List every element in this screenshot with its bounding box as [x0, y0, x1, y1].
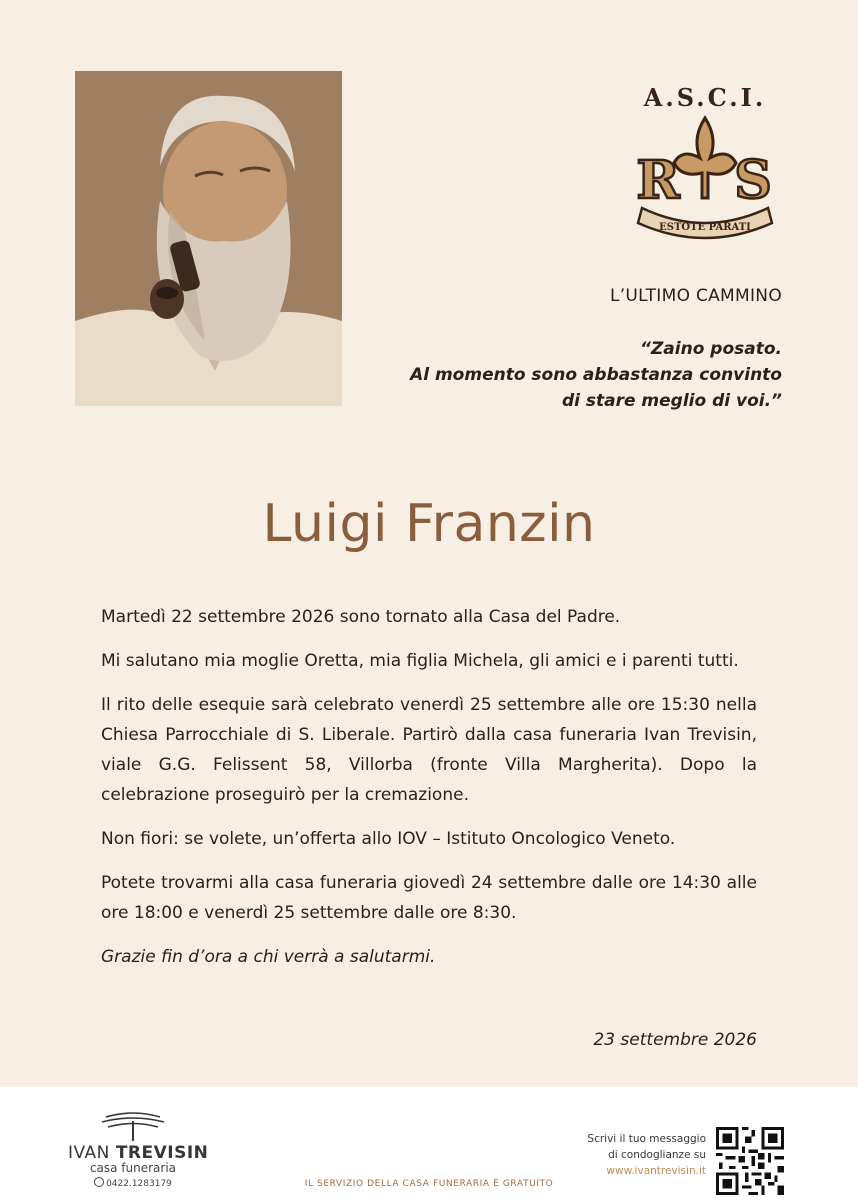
closing-line: Grazie fin d’ora a chi verrà a salutarmi.: [101, 947, 436, 967]
svg-text:S: S: [734, 150, 772, 211]
logo-motto: ESTOTE PARATI: [659, 222, 751, 233]
body-paragraph: Non fiori: se volete, un’offerta allo IOV – Istituto Oncologico Veneto.: [101, 829, 676, 849]
brand-tagline: casa funeraria: [89, 1161, 177, 1175]
funeral-home-brand: [68, 1109, 209, 1189]
condolences-line: Scrivi il tuo messaggio: [587, 1133, 706, 1145]
footer: [0, 1087, 858, 1200]
announcement-date: 23 settembre 2026: [593, 1030, 757, 1050]
brand-name-first: IVAN: [68, 1143, 110, 1163]
portrait-illustration: [75, 71, 342, 406]
free-service-note: IL SERVIZIO DELLA CASA FUNERARIA È GRATUITO: [304, 1179, 554, 1189]
brand-name-last: TREVISIN: [115, 1143, 209, 1163]
subtitle: L’ULTIMO CAMMINO: [609, 286, 782, 306]
asci-scout-logo: [622, 78, 788, 246]
condolences-info: [587, 1131, 706, 1179]
body-paragraph: Potete trovarmi alla casa funeraria giovedì 24 settembre dalle ore 14:30 alle ore 18:00 e venerdì 25 settembre dalle ore 8:30.: [101, 873, 757, 923]
portrait-photo: [75, 71, 342, 406]
qr-code-graphic: [716, 1127, 784, 1195]
condolences-line: di condoglianze su: [608, 1149, 706, 1161]
logo-top-text: A.S.C.I.: [643, 83, 767, 112]
brand-name: [68, 1143, 209, 1163]
svg-text:R: R: [636, 150, 680, 211]
condolences-link[interactable]: www.ivantrevisin.it: [606, 1165, 706, 1177]
body-paragraph: Il rito delle esequie sarà celebrato venerdì 25 settembre alle ore 15:30 nella Chiesa Parrocchiale di S. Liberale. Partirò dalla casa funeraria Ivan Trevisin, viale G.G. Felissent 58, Villorba (fronte Villa Margherita). Dopo la celebrazione proseguirò per la cremazione.: [101, 695, 757, 805]
body-paragraph: Mi salutano mia moglie Oretta, mia figlia Michela, gli amici e i parenti tutti.: [101, 651, 739, 671]
deceased-name: Luigi Franzin: [262, 494, 596, 554]
scout-fleur-de-lis-logo: [622, 78, 788, 246]
announcement-body: [101, 602, 757, 986]
tree-logo-icon: [98, 1109, 168, 1141]
body-paragraph: Martedì 22 settembre 2026 sono tornato alla Casa del Padre.: [101, 607, 621, 627]
phone-number: 0422.1283179: [106, 1179, 172, 1189]
qr-code-icon[interactable]: [716, 1127, 784, 1195]
quote-line: di stare meglio di voi.”: [561, 391, 782, 411]
quote-line: Al momento sono abbastanza convinto: [410, 365, 782, 385]
epitaph-quote: [410, 336, 782, 414]
quote-line: “Zaino posato.: [640, 339, 782, 359]
